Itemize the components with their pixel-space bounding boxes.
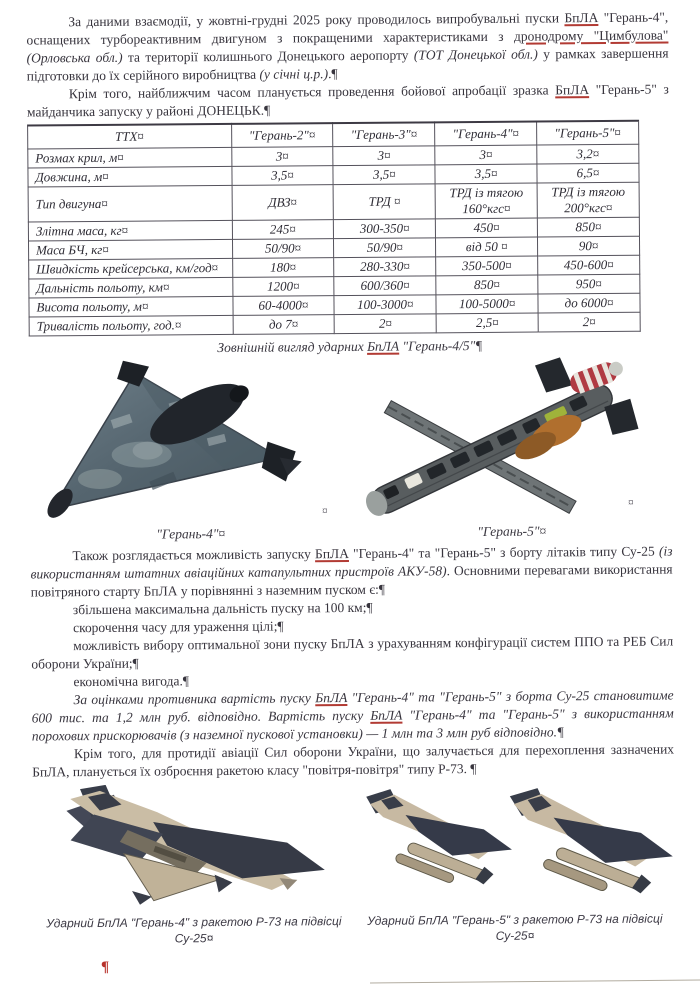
text-segment: Крім того, найближчим часом планується проведення бойової апробації зразка [68,82,556,102]
advantage-range: збільшена максимальна дальність пуску на 100 км;¶ [72,599,373,618]
text-segment: БпЛА [370,707,403,723]
geran-5-label: "Герань-5"¤ [477,523,547,540]
row-label: Дальність польоту, км¤ [29,277,233,298]
table-cell: ТРД ¤ [333,184,435,220]
row-label: Маса БЧ, кг¤ [28,239,232,260]
text-segment: (у січні ц.р.) [259,66,329,82]
table-cell: 850¤ [537,217,639,237]
text-segment: "Герань-4" та "Герань-5" з борта Су-25 становитиме 600 тис. та 1,2 млн руб. відповідно. Вартість пуску [31,687,674,726]
table-cell: 50/90¤ [334,238,436,258]
row-label: Тип двигуна¤ [28,185,232,222]
geran-4-label: "Герань-4"¤ [156,525,226,542]
table-cell: 90¤ [538,236,640,256]
text-segment: .¶ [328,66,338,82]
intro-paragraph [26,8,669,85]
text-segment: БпЛА [555,82,590,98]
table-cell: 1200¤ [232,277,334,297]
su25-geran5-photo [347,780,675,909]
table-cell: 300-350¤ [334,219,436,239]
text-segment: БпЛА [366,338,400,354]
table-cell: від 50 ¤ [436,237,538,257]
table-cell: 3,5¤ [435,164,537,184]
geran5-shape [361,357,639,521]
table-cell: 450-600¤ [538,255,640,275]
text-segment: БпЛА [314,546,349,562]
column-header: "Герань-5"¤ [537,121,639,145]
table-cell: 100-5000¤ [436,294,538,314]
drone-labels-row [30,522,672,543]
su25-geran5-caption: Ударний БпЛА "Герань-5" з ракетою Р-73 на підвісці Су-25¤ [367,911,663,943]
table-row [28,182,639,222]
cost-paragraph [32,686,674,745]
text-segment: "Герань-4" та "Герань-5" з борту літаків типу Су-25 [348,543,659,562]
text-segment: БпЛА [564,10,599,26]
table-row [29,312,640,336]
table-cell: 3¤ [435,145,537,165]
table-cell: 450¤ [436,218,538,238]
table-cell: 245¤ [232,220,334,240]
table-cell: ТРД із тягою 200°кгс¤ [537,182,639,218]
table-cell: 280-330¤ [334,257,436,277]
su25-left-silhouette [66,783,325,905]
table-cell: 2¤ [538,312,640,332]
text-segment: За даними взаємодії, у жовтні-грудні 2025 року проводилось випробувальні пуски [68,10,565,30]
table-cell: 2,5¤ [436,313,538,333]
geran4-shape [41,359,302,522]
column-header: "Герань-2"¤ [231,123,333,147]
su25-geran4-photo [32,783,342,911]
text-segment: . Основними перевагами використання повітряного старту БпЛА у порівнянні з наземним пуском є:¶ [30,561,673,600]
table-cell: 3,5¤ [231,166,333,186]
su25-right-silhouette-a [366,788,512,898]
combat-test-paragraph [27,80,669,121]
text-segment: (із використанням штатних авіаційних катапультних пристроїв АКУ-58) [30,543,673,582]
text-segment: Також розглядається можливість запуску [72,546,316,564]
table-cell: 3¤ [333,146,435,166]
row-label: Довжина, м¤ [28,166,232,187]
geran-5-render [332,355,668,524]
table-cell: 600/360¤ [334,276,436,296]
table-cell: 3,2¤ [537,144,639,164]
column-header: "Герань-4"¤ [435,122,537,146]
table-cell: 850¤ [436,275,538,295]
row-label: Злітна маса, кг¤ [28,220,232,241]
table-cell: ТРД із тягою 160°кгс¤ [435,183,537,219]
advantage-economy: економічна вигода.¶ [73,673,190,690]
cell-end-mark: ¤ [628,496,634,509]
r73-paragraph: Крім того, для протидії авіації Сил оборони України, що залучається для перехоплення зазначених БпЛА, планується їх озброєння ракетою класу "повітря-повітря" типу Р-73. ¶ [32,741,675,780]
text-segment: "Герань-4" та "Герань-5" з використанням порохових прискорювачів (з наземної пускової установки) — 1 млн та 3 млн руб відповідно.¶ [31,705,674,744]
table-cell: 60-4000¤ [232,296,334,316]
su25-right-silhouette-b [510,787,673,908]
column-header: ТТХ¤ [28,124,232,149]
text-segment: БпЛА [315,690,348,706]
table-cell: до 6000¤ [538,293,640,313]
text-segment: "Герань-4/5"¶ [399,337,483,354]
table-cell: 3¤ [231,147,333,167]
table-cell: до 7¤ [233,315,335,335]
text-segment: (Орловська обл.) [26,49,123,66]
geran-4-render [29,357,325,525]
text-segment: та території колишнього Донецького аеропорту [122,47,414,65]
su25-photos-row [32,780,675,911]
table-cell: 2¤ [334,314,436,334]
table-cell: ДВЗ¤ [232,185,334,221]
table-cell: 50/90¤ [232,239,334,259]
column-header: "Герань-3"¤ [333,122,435,146]
red-pilcrow-mark: ¶ [101,959,110,975]
table-cell: 3,5¤ [333,165,435,185]
text-segment: За оцінками противника вартість пуску [73,690,316,708]
advantage-zone: можливість вибору оптимальної зони пуску БпЛА з урахуванням конфігурації систем ППО та РЕБ Сил оборони України;¶ [31,633,674,672]
ttx-table [27,120,641,337]
text-segment: "Герань-5" з майданчика запуску у районі ДОНЕЦЬК.¶ [26,81,669,120]
row-label: Швидкість крейсерська, км/год¤ [29,258,233,279]
table-cell: 6,5¤ [537,163,639,183]
cell-end-mark: ¤ [322,505,328,518]
text-segment: "Герань-4", оснащених турбореактивним двигуном з покращеними характеристиками з [26,9,669,48]
row-label: Тривалість польоту, год.¤ [29,315,233,336]
row-label: Висота польоту, м¤ [29,296,233,317]
text-segment: Зовнішній вигляд ударних [217,338,368,356]
table-cell: 350-500¤ [436,256,538,276]
su25-geran4-caption: Ударний БпЛА "Герань-4" з ракетою Р-73 на підвісці Су-25¤ [46,914,342,946]
text-segment: дронодрому "Цимбулова" [513,27,669,44]
table-cell: 950¤ [538,274,640,294]
text-segment: (ТОТ Донецької обл.) [413,46,538,63]
drone-renders-row [29,354,672,525]
bottom-captions-row [33,910,675,947]
text-segment: у рамках завершення підготовки до їх серійного виробництва [26,45,669,84]
table-cell: 100-3000¤ [334,295,436,315]
advantage-time: скорочення часу для ураження цілі;¶ [72,618,284,636]
table-cell: 180¤ [232,258,334,278]
row-label: Розмах крил, м¤ [28,147,232,168]
air-launch-paragraph [30,542,672,601]
